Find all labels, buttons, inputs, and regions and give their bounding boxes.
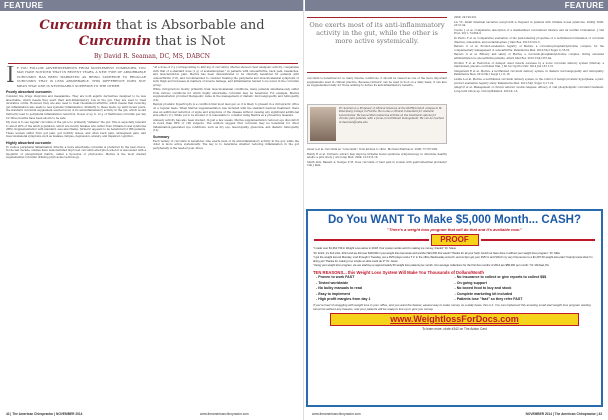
footer-page-info-right: NOVEMBER 2014 | The American Chiropractor | 43 (525, 412, 602, 416)
reference-item: Gavel A et al. Curcumin as "curecumin": from kitchen to clinic. Biochem Pharmacol. 2008; 75:787-809. (307, 148, 438, 151)
ad-headline: Do You WANT To Make $5,000 Month... CASH? (327, 214, 582, 226)
ad-reasons-title: TEN REASONS... this Weight Loss System Will Make You Thousands of Dollars/Month (313, 269, 484, 275)
title-line1: that is Absorbable and (111, 18, 265, 33)
left-column-2 (153, 66, 299, 408)
ad-reasons (308, 275, 601, 303)
reference-item: Di Pierro F et al. Comparative evaluation of the pain-relieving properties of a lecithinized formulation of curcumin (Meriva), nimesulide, and acetaminophen. J Pain Res. 2013;6:201-5. (454, 36, 604, 44)
reference-item: Belcaro G et al. Efficacy and safety of Meriva, a curcumin-phosphatidylcholine complex, during extended administration in osteoarthritis patients. Altern Med Rev. 2010;15(4):337-44. (454, 53, 604, 60)
page-gutter (303, 0, 304, 420)
paragraph: While chiropractors mostly primarily treat musculoskeletal conditions, many patients simultaneously suffer from various conditions for which highly absorbable curcumin may be beneficial. For example, Meriva supplementation provided therapeutic value in the management of diabetic microangiopathy and retinopathy (10). (153, 88, 299, 102)
article-title (6, 18, 298, 50)
feature-header-right: FEATURE (305, 0, 608, 11)
title-line2: that is Not (150, 34, 226, 49)
paragraph: "At a dose of 2 g (corresponding to 400 mg of curcumin), Meriva showed clear analgesic activity, comparable with that of a standard dose (1 g) of acetaminophen," in patients with osteoarthritis, back pain, headaches, and muscle/tendon pain. Meriva has been demonstrated to be clinically beneficial for patients with osteoarthritis (7,8), and recommended to consider treating the peripheral and musculoskeletal symptoms of both thigh and increases in markers of muscle damage, and inflammation tended to be lower in the curcumin group. (153, 66, 299, 87)
reason-item: - On going support (454, 280, 487, 285)
heading-summary: Summary (153, 134, 170, 139)
author-photo (310, 107, 336, 141)
reference-item: 2009; 24:199-201. (454, 16, 478, 19)
ad-subhead: "There's a weight loss program that will do that and it's available now." (387, 227, 522, 232)
byline: By David R. Seaman, DC, MS, DABCN (93, 53, 211, 60)
references-list-a (307, 148, 447, 169)
reasons-left (316, 275, 455, 303)
proof-arrow-right (481, 239, 596, 241)
paragraph: Amnesty activity has also been studied. In just a few weeks, Meriva supplementation reduced eye discomfort in more than 80% of 100 subjects. The authors suggest that curcumin may be beneficial for other inflammation-generated eye conditions, such as dry eye, maculopathy, glaucoma, and diabetic retinopathy (12). (153, 118, 299, 133)
reason-item: - Tested worldwide (316, 280, 349, 285)
footer-url-left[interactable]: www.theamericanchiropractor.com (200, 412, 249, 416)
reason-item: - No bulky manuals to read (316, 286, 362, 291)
references-list-b (454, 16, 604, 94)
reason-item: - No boxed food to buy and stock (454, 286, 512, 291)
pull-quote: One exerts most of its anti-inflammatory activity in the gut, while the other is more active systemically. (307, 17, 447, 73)
author-bio (307, 104, 447, 144)
author-bio-text: Dr. Seaman is a Professor of Clinical Sciences at the NUHS-branch campus in St. Petersburg College in Florida. He is also a Clinical Consultant for Anabolic Laboratories. He has written numerous articles on the treatment options for chronic pain patients, with a focus on nutritional management. He can be reached at dseaman@nuhs.edu (339, 107, 444, 124)
footer-left (6, 410, 82, 418)
reference-item: Belcaro G et al. Product-evaluation registry of Meriva, a curcumin-phosphatidylcholine complex, for the complementary management of osteoarthritis. Panminerva Med. 2010;52(2 Suppl 1):55-62. (454, 45, 604, 52)
reference-item: Liu YC. Small intestinal bacterial overgrowth is frequent in patients with irritable bowel syndrome. ZGSSJ. 2006; 23:31-34. (454, 20, 604, 28)
title-word-curcumin: Curcumin (39, 18, 112, 33)
reason-item: - Patients lose "fast" so they refer FAST (454, 297, 523, 302)
paragraph: My view is to see regular curcumin of the gut is to primarily "deflame" the gut. This is especially relevant to about 20% of the adult population, which are mostly females who suffer from irritable bowel syndrome (IBS). Supplementation with standard, less absorbable, turmeric appears to be beneficial for IBS patients. These women suffer from gut pain, gut motility issues, and often back pain, widespread pain, and musculoskeletal symptoms such as malaise, fatigue, depression, anxiety, and impaired cognition. (6, 121, 146, 139)
testimonial: "Dr. Erich, it's Feb 21st, 2014 and we did over $18,000 in just weight loss last week and another $21,000 this week!! Thanks for all your help! Could not have done it without your weight loss program." Dr. Mike (313, 251, 560, 255)
reference-item: Cuomo J et al. Comparative absorption of a standardized curcuminoid mixture and its lecithin formulation. J Nat Prod. 2011; 74:664-9. (454, 28, 604, 36)
ad-testimonials (308, 247, 601, 268)
reference-item: Smith AGS, Bassett A, Nedges P M. Does curcumin or haul pain in women with gastrointestinal problems? Clin J Pain. (307, 160, 447, 167)
paragraph: To reduce peripheral inflammation directly, a more absorbable curcumin is preferred by the best choice. In the last decade, studies have demonstrated improved curcumin absorption when it is associated with a lipophilic or phospholipid matrix, called a liposome or phytosome. Meriva is the most studied supplemental curcumin utilizing phytosome technology. (6, 145, 146, 160)
reference-item: Bundy R et al. Turmeric extract may improve irritable bowel syndrome symptomology in otherwise healthy adults: a pilot study. J Alt Comp Med. 2004; 10:1015-18. (307, 152, 447, 159)
weight-loss-ad[interactable] (306, 209, 603, 407)
title-rule (8, 63, 298, 64)
ad-closing: If you're tired of struggling with weight loss in your office, and you want the fastest, easiest way to make money on a daily basis, this is it. You can implement this amazing small start weight loss program starting tomorrow without any hassles, and your patients will be ready to line up to give you money. (313, 302, 591, 311)
paragraph: Each variety of curcumin is beneficial. One exerts most of its anti-inflammatory activity in the gut, while the other is more active systemically. The key is to determine whether reducing inflammation in the gut peripherally is the needed goal. Since (153, 139, 299, 150)
reference-item: Ledda A et al. Meriva, a lecithinized curcumin delivery system, in the control of benign prostatic hyperplasia: a pilot, product evaluation registry study. Panminerva Med. 2012;54(1 Suppl 1):17-22. (454, 77, 604, 85)
reason-item: - Proven to work FAST (316, 274, 355, 279)
testimonial: "I got the weight loss kit Monday, mod through it Tuesday, put a DVD player and a T.V. in the office Wednesday at lunch, and at 3pm got your DVD in and SOLD my very first person to a $1,497.00 weight loss plan! I barely know what I'm doing yet! Thanks for making it so simple an idiot could do it!" Dr. Jason (313, 256, 593, 263)
proof-label: PROOF (431, 234, 479, 246)
heading-poorly: Poorly absorbed curcumin (6, 90, 52, 95)
reason-item: - High profit margins from day 1 (316, 297, 371, 302)
reasons-right (455, 275, 594, 303)
ad-url-bar[interactable]: www.WeightlossForDocs.com (330, 313, 579, 326)
reference-item: Allegri P et al. Management of chronic anterior uveitis relapses: efficacy of oral phospholipidic curcumin treatment. Long-term follow-up. Clin Ophthalmol. 2010;4:1-6. (454, 86, 604, 93)
testimonial: "I made over $1,364,739 in Weight Loss alone in 2013! Your system works and it's making me money, thanks!" Dr. Steve (313, 247, 457, 250)
drop-cap: I (6, 66, 15, 88)
footer-right (526, 410, 602, 418)
testimonial: "Using your weight loss program, we are starting up approximately 50 weight loss patients per month. Our average collections for the first five months of 2014 are $86,000 per month." Dr. Michael, PA (313, 264, 549, 268)
title-word-curcumin-2: Curcumin (78, 34, 151, 49)
paragraph: Consider the drugs ibuprofen and mesalamine. They are both aspirin derivatives designed to be less absorbable, which means they exert their anti-inflammatory role in the gut. They are used to treat ulcerative colitis. However, they are also used to treat rheumatoid arthritis, which means that reducing gut inflammation also leads to less systemic inflammation. Similarly to these meds, up until recent years, the standard curcumin supplement exerted most of its anti-inflammatory activity in the gut, which would indirectly lead to peripheral inflammation reduction. Doses of up to 12 g of traditional curcumin per day for three months have been shown to be safe. (6, 95, 146, 120)
footer-page-info: 42 | The American Chiropractor | NOVEMBER 2014 (6, 412, 83, 416)
heading-highly: Highly absorbed curcumin (6, 140, 52, 145)
reason-item: - Easy to implement (316, 291, 350, 296)
right-column-1-text: curcumin is beneficial for so many diverse conditions, it should be viewed as one of the more important supplements used in clinical practice. Because turmeric can be used in food on a daily basis, it can also be supplemented daily for those wishing to derive its anti-inflammatory benefits. (307, 77, 447, 88)
paragraph: Benign prostatic hypertrophy is a condition that most men get, so it is likely to present in a chiropractic office on a regular basis. When Meriva supplementation was included with the standard medical treatment, there was an additional reduction of signs and symptoms of the disease without causing any significant additional side effect (11). While yet to be studied, it is reasonable to consider using Meriva as a preventive measure. (153, 103, 299, 118)
feature-header-left: FEATURE (0, 0, 303, 11)
footer-url-right[interactable]: www.theamericanchiropractor.com (312, 412, 361, 416)
intro-block (6, 66, 146, 88)
proof-banner (314, 234, 595, 246)
reference-item: Steigerwalt R et al. Meriva, a lecithinized curcumin delivery system, in diabetic microangiopathy and retinopathy. Panminerva Med. 2012;54(1 Suppl 1):11-16. (454, 69, 604, 77)
reason-item: - Complete marketing kit included (454, 291, 513, 296)
intro-text: F YOU FOLLOW ADVERTISEMENTS FROM SUPPLEMENT COMPANIES, YOU MAY HAVE NOTICED THAT IN RECENT YEARS, A NEW TYPE OF ABSORBABLE CURCUMIN HAS BEEN MARKETED AS BEING SUPERIOR TO REGULAR CURCUMIN THAT IS LESS ABSORBABLE. THIS DIFFERENCE DOES NOT MEAN THAT ONE IS NECESSARILY SUPERIOR TO THE OTHER. (16, 66, 146, 88)
proof-arrow-left (314, 239, 429, 241)
ad-learn-more: To learn more, circle #342 on The Action Card (422, 326, 487, 331)
reference-item: Drobnic F et al. Reduction of delayed onset muscle soreness by a novel curcumin delivery system (Meriva): a randomised, placebo-controlled trial. J Int Soc Sports Nutr. 2014 Jun 18;11:31. (454, 61, 604, 69)
reason-item: - No insurance to collect or give reports to collect $$$ (454, 274, 547, 279)
left-column-1 (6, 66, 146, 408)
